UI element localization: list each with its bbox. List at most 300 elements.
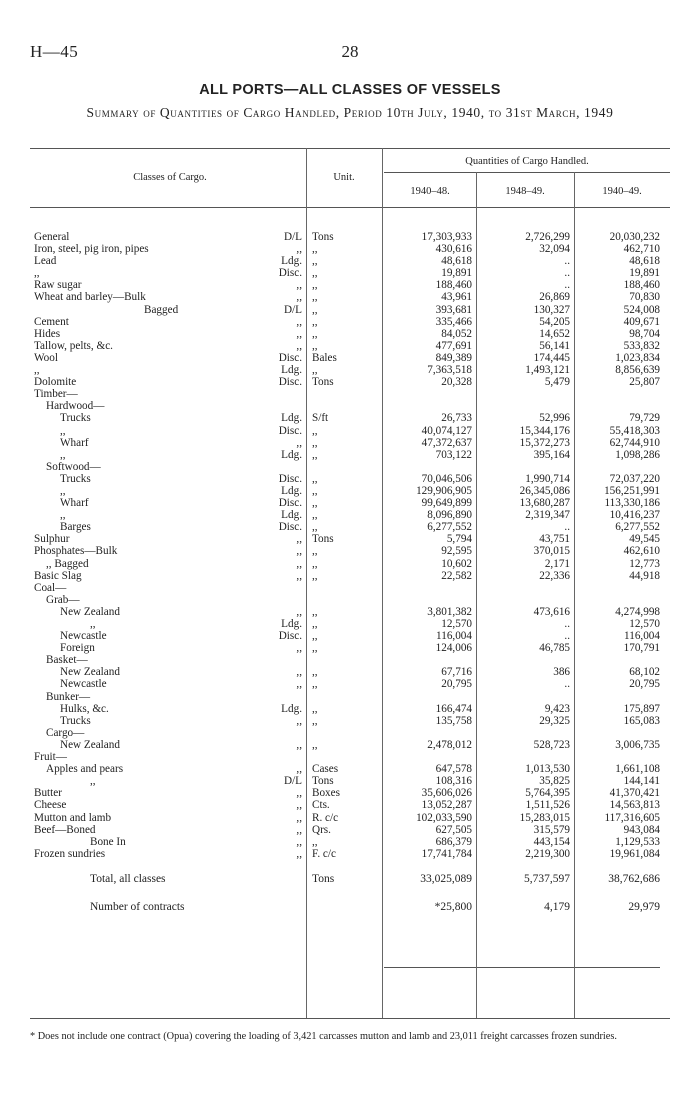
row-unit: Cases bbox=[312, 763, 339, 776]
row-condition: ,, bbox=[296, 642, 302, 655]
row-label: ,, bbox=[60, 484, 66, 497]
table-row bbox=[0, 340, 700, 352]
table-row bbox=[0, 812, 700, 824]
row-value-v1: 13,052,287 bbox=[421, 799, 472, 812]
row-unit: ,, bbox=[312, 255, 318, 268]
row-value-v3: 44,918 bbox=[629, 569, 660, 582]
row-value-v2: .. bbox=[564, 630, 570, 643]
row-value-v2: 130,327 bbox=[533, 303, 570, 316]
table-row bbox=[0, 545, 700, 557]
row-label: Trucks bbox=[60, 714, 91, 727]
group-header-rule bbox=[384, 172, 670, 173]
row-value-v2: 5,479 bbox=[544, 376, 570, 389]
row-value-v3: 10,416,237 bbox=[609, 509, 660, 522]
row-label: Hides bbox=[34, 327, 61, 340]
row-condition: ,, bbox=[296, 787, 302, 800]
table-row bbox=[0, 763, 700, 775]
table-spacer bbox=[0, 860, 700, 868]
row-unit: ,, bbox=[312, 303, 318, 316]
row-unit: Tons bbox=[312, 533, 334, 546]
contracts-value-v2: 4,179 bbox=[544, 900, 570, 913]
table-row bbox=[0, 691, 700, 703]
row-value-v2: .. bbox=[564, 678, 570, 691]
total-value-v2: 5,737,597 bbox=[524, 872, 570, 885]
row-value-v3: 68,102 bbox=[629, 666, 660, 679]
row-value-v2: 15,283,015 bbox=[519, 811, 570, 824]
row-value-v1: 6,277,552 bbox=[427, 521, 472, 534]
row-unit: ,, bbox=[312, 279, 318, 292]
row-label: Wool bbox=[34, 351, 58, 364]
row-value-v1: 84,052 bbox=[441, 327, 472, 340]
table-row bbox=[0, 267, 700, 279]
row-value-v2: .. bbox=[564, 267, 570, 280]
row-value-v2: .. bbox=[564, 255, 570, 268]
table-title: ALL PORTS—ALL CLASSES OF VESSELS bbox=[199, 82, 501, 98]
row-unit: ,, bbox=[312, 666, 318, 679]
row-unit: Tons bbox=[312, 376, 334, 389]
row-value-v3: 48,618 bbox=[629, 255, 660, 268]
row-label: Wharf bbox=[60, 497, 89, 510]
row-condition: Disc. bbox=[278, 497, 302, 510]
row-value-v2: 13,680,287 bbox=[519, 497, 570, 510]
table-row bbox=[0, 787, 700, 799]
row-label: Wharf bbox=[60, 436, 89, 449]
row-value-v3: 98,704 bbox=[629, 327, 660, 340]
row-value-v2: 43,751 bbox=[539, 533, 570, 546]
row-value-v2: 395,164 bbox=[533, 448, 570, 461]
row-value-v3: 62,744,910 bbox=[609, 436, 660, 449]
total-row bbox=[0, 868, 700, 890]
row-value-v3: 524,008 bbox=[623, 303, 660, 316]
row-unit: ,, bbox=[312, 605, 318, 618]
row-condition: ,, bbox=[296, 835, 302, 848]
row-value-v1: 7,363,518 bbox=[427, 364, 472, 377]
row-condition: ,, bbox=[296, 605, 302, 618]
table-row bbox=[0, 231, 700, 243]
row-label: Basket— bbox=[46, 654, 88, 667]
totals-rule bbox=[384, 967, 660, 968]
table-row bbox=[0, 388, 700, 400]
row-condition: ,, bbox=[296, 738, 302, 751]
row-label: New Zealand bbox=[60, 605, 120, 618]
table-row bbox=[0, 703, 700, 715]
row-value-v2: .. bbox=[564, 521, 570, 534]
table-row bbox=[0, 279, 700, 291]
row-value-v1: 3,801,382 bbox=[427, 605, 472, 618]
row-value-v1: 849,389 bbox=[435, 351, 472, 364]
row-value-v1: 17,741,784 bbox=[421, 847, 472, 860]
row-label: Wheat and barley—Bulk bbox=[34, 291, 146, 304]
table-row bbox=[0, 364, 700, 376]
header-classes-of-cargo: Classes of Cargo. bbox=[133, 172, 207, 183]
row-value-v3: 1,023,834 bbox=[615, 351, 660, 364]
row-label: Bunker— bbox=[46, 690, 91, 703]
row-label: New Zealand bbox=[60, 738, 120, 751]
row-value-v2: 46,785 bbox=[539, 642, 570, 655]
row-value-v2: 443,154 bbox=[533, 835, 570, 848]
row-unit: ,, bbox=[312, 545, 318, 558]
row-value-v1: 20,795 bbox=[441, 678, 472, 691]
row-value-v3: 4,274,998 bbox=[615, 605, 660, 618]
contracts-value-v1: *25,800 bbox=[434, 900, 472, 913]
table-row bbox=[0, 304, 700, 316]
row-condition: Disc. bbox=[278, 267, 302, 280]
row-value-v1: 393,681 bbox=[435, 303, 472, 316]
row-unit: Tons bbox=[312, 775, 334, 788]
row-condition: ,, bbox=[296, 327, 302, 340]
row-label: New Zealand bbox=[60, 666, 120, 679]
row-condition: Disc. bbox=[278, 472, 302, 485]
row-value-v1: 188,460 bbox=[435, 279, 472, 292]
row-label: Iron, steel, pig iron, pipes bbox=[34, 243, 149, 256]
table-row bbox=[0, 533, 700, 545]
row-value-v3: 943,084 bbox=[623, 823, 660, 836]
row-unit: ,, bbox=[312, 557, 318, 570]
row-label: Newcastle bbox=[60, 678, 107, 691]
row-unit: ,, bbox=[312, 424, 318, 437]
row-value-v3: 462,610 bbox=[623, 545, 660, 558]
row-value-v1: 17,303,933 bbox=[421, 231, 472, 243]
row-unit: ,, bbox=[312, 448, 318, 461]
row-value-v2: 56,141 bbox=[539, 339, 570, 352]
header-year-3: 1940–49. bbox=[602, 186, 642, 197]
table-row bbox=[0, 848, 700, 860]
row-label: Hardwood— bbox=[46, 400, 105, 413]
table-row bbox=[0, 642, 700, 654]
row-value-v2: 528,723 bbox=[533, 738, 570, 751]
row-unit: Cts. bbox=[312, 799, 330, 812]
row-value-v1: 703,122 bbox=[435, 448, 472, 461]
row-condition: ,, bbox=[296, 799, 302, 812]
row-label: Trucks bbox=[60, 472, 91, 485]
row-condition: ,, bbox=[296, 569, 302, 582]
row-value-v3: 1,129,533 bbox=[615, 835, 660, 848]
table-row bbox=[0, 836, 700, 848]
row-value-v1: 19,891 bbox=[441, 267, 472, 280]
row-condition: Disc. bbox=[278, 424, 302, 437]
row-value-v2: 1,493,121 bbox=[525, 364, 570, 377]
row-unit: Bales bbox=[312, 351, 337, 364]
row-condition: Ldg. bbox=[281, 255, 302, 268]
row-value-v1: 48,618 bbox=[441, 255, 472, 268]
row-value-v2: 9,423 bbox=[544, 702, 570, 715]
row-label: ,, bbox=[60, 424, 66, 437]
row-unit: Tons bbox=[312, 231, 334, 243]
row-value-v2: 15,344,176 bbox=[519, 424, 570, 437]
table-row bbox=[0, 521, 700, 533]
row-value-v2: 1,511,526 bbox=[525, 799, 570, 812]
row-value-v3: 25,807 bbox=[629, 376, 660, 389]
row-condition: ,, bbox=[296, 823, 302, 836]
table-body bbox=[0, 231, 700, 918]
table-row bbox=[0, 255, 700, 267]
row-value-v3: 1,661,108 bbox=[615, 763, 660, 776]
row-label: ,, bbox=[90, 618, 96, 630]
row-unit: Qrs. bbox=[312, 823, 331, 836]
row-label: General bbox=[34, 231, 70, 243]
row-label: Grab— bbox=[46, 593, 80, 606]
row-condition: Ldg. bbox=[281, 702, 302, 715]
row-value-v3: 20,795 bbox=[629, 678, 660, 691]
contracts-label: Number of contracts bbox=[90, 900, 185, 913]
row-value-v3: 55,418,303 bbox=[609, 424, 660, 437]
row-label: Sulphur bbox=[34, 533, 70, 546]
row-value-v1: 647,578 bbox=[435, 763, 472, 776]
page-reference: H—45 bbox=[30, 42, 79, 61]
row-value-v1: 8,096,890 bbox=[427, 509, 472, 522]
row-value-v2: 26,869 bbox=[539, 291, 570, 304]
row-value-v1: 108,316 bbox=[435, 775, 472, 788]
row-condition: ,, bbox=[296, 763, 302, 776]
row-label: Timber— bbox=[34, 388, 78, 401]
row-label: Lead bbox=[34, 255, 57, 268]
row-unit: ,, bbox=[312, 835, 318, 848]
total-unit: Tons bbox=[312, 872, 335, 885]
row-unit: ,, bbox=[312, 714, 318, 727]
row-condition: ,, bbox=[296, 545, 302, 558]
row-condition: D/L bbox=[283, 775, 302, 788]
row-label: Newcastle bbox=[60, 630, 107, 643]
row-value-v3: 144,141 bbox=[623, 775, 660, 788]
table-row bbox=[0, 666, 700, 678]
row-condition: ,, bbox=[296, 714, 302, 727]
row-label: Phosphates—Bulk bbox=[34, 545, 118, 558]
row-condition: D/L bbox=[283, 231, 302, 243]
row-condition: ,, bbox=[296, 811, 302, 824]
table-row bbox=[0, 727, 700, 739]
row-value-v2: .. bbox=[564, 279, 570, 292]
row-value-v1: 2,478,012 bbox=[427, 738, 472, 751]
row-condition: ,, bbox=[296, 847, 302, 860]
row-value-v2: 2,171 bbox=[544, 557, 570, 570]
row-condition: Disc. bbox=[278, 376, 302, 389]
row-condition: ,, bbox=[296, 339, 302, 352]
row-value-v1: 116,004 bbox=[436, 630, 472, 643]
row-value-v1: 627,505 bbox=[435, 823, 472, 836]
row-unit: ,, bbox=[312, 702, 318, 715]
row-unit: ,, bbox=[312, 618, 318, 630]
row-label: Beef—Boned bbox=[34, 823, 96, 836]
row-label: Frozen sundries bbox=[34, 847, 106, 860]
row-condition: Ldg. bbox=[281, 412, 302, 425]
table-row bbox=[0, 485, 700, 497]
row-value-v3: 12,570 bbox=[629, 618, 660, 630]
row-value-v2: 15,372,273 bbox=[519, 436, 570, 449]
row-label: Coal— bbox=[34, 581, 67, 594]
table-row bbox=[0, 594, 700, 606]
row-unit: ,, bbox=[312, 315, 318, 328]
row-unit: ,, bbox=[312, 521, 318, 534]
total-value-v1: 33,025,089 bbox=[420, 872, 472, 885]
row-label: Bagged bbox=[144, 303, 179, 316]
table-row bbox=[0, 630, 700, 642]
row-value-v1: 12,570 bbox=[441, 618, 472, 630]
row-condition: ,, bbox=[296, 279, 302, 292]
row-unit: F. c/c bbox=[312, 847, 336, 860]
row-label: ,, bbox=[90, 775, 96, 788]
row-value-v1: 67,716 bbox=[441, 666, 472, 679]
row-condition: Ldg. bbox=[281, 509, 302, 522]
row-unit: R. c/c bbox=[312, 811, 339, 824]
row-value-v3: 3,006,735 bbox=[615, 738, 660, 751]
table-row bbox=[0, 497, 700, 509]
row-condition: Disc. bbox=[278, 521, 302, 534]
row-value-v2: 22,336 bbox=[539, 569, 570, 582]
row-label: Cargo— bbox=[46, 726, 85, 739]
row-label: Apples and pears bbox=[46, 763, 124, 776]
row-label: Raw sugar bbox=[34, 279, 82, 292]
row-value-v1: 166,474 bbox=[435, 702, 472, 715]
header-year-2: 1948–49. bbox=[505, 186, 545, 197]
row-condition: ,, bbox=[296, 243, 302, 256]
row-label: Bone In bbox=[90, 835, 126, 848]
row-value-v1: 22,582 bbox=[441, 569, 472, 582]
row-value-v2: 1,990,714 bbox=[525, 472, 570, 485]
row-value-v3: 14,563,813 bbox=[609, 799, 660, 812]
row-value-v2: 26,345,086 bbox=[519, 484, 570, 497]
table-row bbox=[0, 799, 700, 811]
row-label: Tallow, pelts, &c. bbox=[34, 339, 113, 352]
row-value-v1: 686,379 bbox=[435, 835, 472, 848]
row-value-v3: 113,330,186 bbox=[604, 497, 660, 510]
row-unit: ,, bbox=[312, 291, 318, 304]
row-label: ,, bbox=[34, 267, 40, 280]
row-value-v1: 10,602 bbox=[441, 557, 472, 570]
table-row bbox=[0, 461, 700, 473]
row-unit: ,, bbox=[312, 497, 318, 510]
row-value-v1: 43,961 bbox=[441, 291, 472, 304]
row-condition: D/L bbox=[283, 303, 302, 316]
row-unit: ,, bbox=[312, 630, 318, 643]
row-value-v2: 52,996 bbox=[539, 412, 570, 425]
row-label: Softwood— bbox=[46, 460, 101, 473]
row-value-v3: 70,830 bbox=[629, 291, 660, 304]
row-unit: ,, bbox=[312, 339, 318, 352]
row-value-v1: 99,649,899 bbox=[421, 497, 472, 510]
row-value-v2: 29,325 bbox=[539, 714, 570, 727]
row-value-v3: 175,897 bbox=[623, 702, 660, 715]
row-value-v1: 92,595 bbox=[441, 545, 472, 558]
table-row bbox=[0, 582, 700, 594]
table-row bbox=[0, 678, 700, 690]
row-unit: ,, bbox=[312, 678, 318, 691]
row-value-v3: 188,460 bbox=[623, 279, 660, 292]
table-row bbox=[0, 400, 700, 412]
row-value-v3: 41,370,421 bbox=[609, 787, 660, 800]
row-unit: ,, bbox=[312, 642, 318, 655]
row-value-v3: 156,251,991 bbox=[604, 484, 660, 497]
total-value-v3: 38,762,686 bbox=[608, 872, 660, 885]
row-value-v2: 1,013,530 bbox=[525, 763, 570, 776]
row-value-v3: 533,832 bbox=[623, 339, 660, 352]
row-condition: Ldg. bbox=[281, 484, 302, 497]
row-value-v2: .. bbox=[564, 618, 570, 630]
row-value-v1: 47,372,637 bbox=[421, 436, 472, 449]
row-value-v3: 117,316,605 bbox=[604, 811, 660, 824]
row-value-v1: 70,046,506 bbox=[421, 472, 472, 485]
row-value-v2: 315,579 bbox=[533, 823, 570, 836]
row-value-v3: 1,098,286 bbox=[615, 448, 660, 461]
header-quantities-group: Quantities of Cargo Handled. bbox=[465, 156, 589, 167]
row-value-v2: 5,764,395 bbox=[525, 787, 570, 800]
row-label: Fruit— bbox=[34, 751, 67, 764]
row-label: ,, bbox=[34, 364, 40, 377]
row-label: Hulks, &c. bbox=[60, 702, 109, 715]
row-value-v1: 430,616 bbox=[435, 243, 472, 256]
row-value-v2: 54,205 bbox=[539, 315, 570, 328]
row-unit: ,, bbox=[312, 243, 318, 256]
row-value-v2: 473,616 bbox=[533, 605, 570, 618]
row-value-v1: 129,906,905 bbox=[416, 484, 472, 497]
row-condition: Ldg. bbox=[281, 618, 302, 630]
row-unit: ,, bbox=[312, 738, 318, 751]
row-value-v3: 20,030,232 bbox=[609, 231, 660, 243]
header-unit: Unit. bbox=[333, 172, 355, 183]
row-label: Cheese bbox=[34, 799, 67, 812]
table-row bbox=[0, 715, 700, 727]
row-condition: ,, bbox=[296, 678, 302, 691]
table-row bbox=[0, 739, 700, 751]
row-value-v2: 2,726,299 bbox=[525, 231, 570, 243]
total-label: Total, all classes bbox=[90, 872, 166, 885]
row-value-v3: 116,004 bbox=[624, 630, 660, 643]
row-value-v2: 174,445 bbox=[533, 351, 570, 364]
row-value-v2: 14,652 bbox=[539, 327, 570, 340]
row-condition: Disc. bbox=[278, 630, 302, 643]
table-row bbox=[0, 570, 700, 582]
table-row bbox=[0, 509, 700, 521]
row-value-v1: 102,033,590 bbox=[416, 811, 472, 824]
row-unit: S/ft bbox=[312, 412, 329, 425]
row-value-v1: 124,006 bbox=[435, 642, 472, 655]
row-unit: ,, bbox=[312, 484, 318, 497]
table-row bbox=[0, 352, 700, 364]
table-row bbox=[0, 437, 700, 449]
table-row bbox=[0, 751, 700, 763]
row-condition: ,, bbox=[296, 557, 302, 570]
row-unit: ,, bbox=[312, 472, 318, 485]
row-value-v2: 370,015 bbox=[533, 545, 570, 558]
table-row bbox=[0, 425, 700, 437]
row-label: Cement bbox=[34, 315, 69, 328]
table-row bbox=[0, 775, 700, 787]
row-value-v3: 49,545 bbox=[629, 533, 660, 546]
row-value-v1: 35,606,026 bbox=[421, 787, 472, 800]
contracts-row bbox=[0, 896, 700, 918]
row-value-v3: 19,961,084 bbox=[609, 847, 660, 860]
row-value-v1: 477,691 bbox=[435, 339, 472, 352]
row-value-v3: 170,791 bbox=[623, 642, 660, 655]
row-condition: ,, bbox=[296, 436, 302, 449]
row-label: Mutton and lamb bbox=[34, 811, 112, 824]
table-row bbox=[0, 606, 700, 618]
footnote: * Does not include one contract (Opua) covering the loading of 3,421 carcasses mutton and lamb and 23,011 freight carcasses frozen sundries. bbox=[30, 1031, 617, 1042]
contracts-value-v3: 29,979 bbox=[628, 900, 660, 913]
row-unit: Boxes bbox=[312, 787, 340, 800]
table-bottom-rule bbox=[30, 1018, 670, 1019]
row-value-v3: 165,083 bbox=[623, 714, 660, 727]
row-value-v3: 6,277,552 bbox=[615, 521, 660, 534]
table-row bbox=[0, 243, 700, 255]
row-value-v3: 409,671 bbox=[623, 315, 660, 328]
row-value-v1: 20,328 bbox=[441, 376, 472, 389]
row-value-v1: 26,733 bbox=[441, 412, 472, 425]
row-unit: ,, bbox=[312, 267, 318, 280]
table-row bbox=[0, 316, 700, 328]
row-value-v2: 35,825 bbox=[539, 775, 570, 788]
row-label: ,, bbox=[60, 448, 66, 461]
row-value-v2: 2,319,347 bbox=[525, 509, 570, 522]
